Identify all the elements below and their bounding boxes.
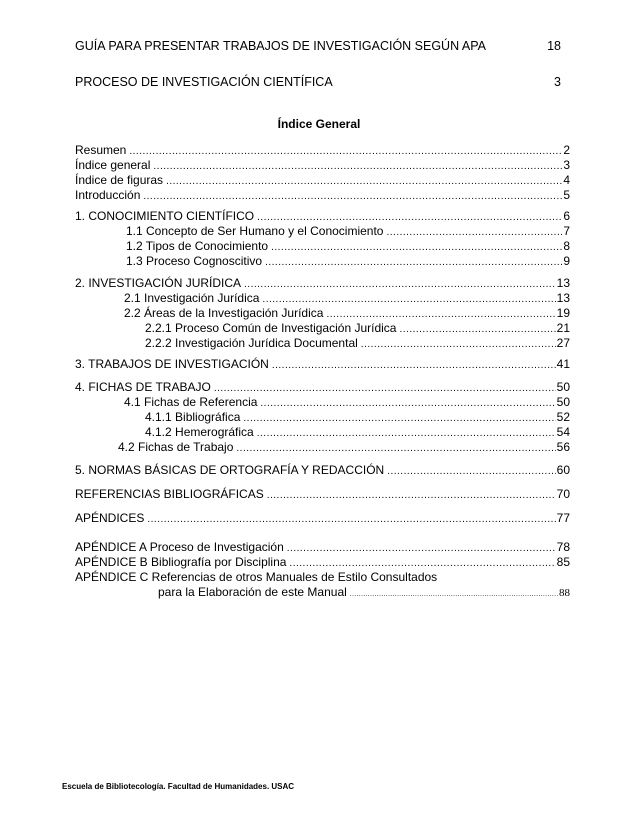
toc-entry-chapter-4[interactable]: 4. FICHAS DE TRABAJO ..... 50 bbox=[75, 379, 570, 395]
document-header bbox=[75, 74, 565, 90]
toc-entry-chapter-2[interactable]: 2. INVESTIGACIÓN JURÍDICA ..... 13 bbox=[75, 275, 570, 291]
running-title: GUÍA PARA PRESENTAR TRABAJOS DE INVESTIGACIÓN SEGÚN APA bbox=[75, 39, 486, 53]
toc-entry-apendices[interactable]: APÉNDICES ..... 77 bbox=[75, 510, 570, 526]
toc-entry-2-2-1[interactable]: 2.2.1 Proceso Común de Investigación Jurídica ..... 21 bbox=[145, 320, 570, 336]
toc-entry-chapter-1[interactable]: 1. CONOCIMIENTO CIENTÍFICO ..... 6 bbox=[75, 208, 570, 224]
toc-entry-indice-general[interactable]: Índice general ..... 3 bbox=[75, 157, 570, 173]
toc-entry-chapter-3[interactable]: 3. TRABAJOS DE INVESTIGACIÓN ..... 41 bbox=[75, 356, 570, 372]
toc-entry-2-2-2[interactable]: 2.2.2 Investigación Jurídica Documental ..... 27 bbox=[145, 335, 570, 351]
toc-entry-apendice-a[interactable]: APÉNDICE A Proceso de Investigación ..... 78 bbox=[75, 539, 570, 555]
toc-entry-4-2[interactable]: 4.2 Fichas de Trabajo ..... 56 bbox=[118, 439, 570, 455]
toc-entry-introduccion[interactable]: Introducción ..... 5 bbox=[75, 187, 570, 203]
toc-entry-indice-figuras[interactable]: Índice de figuras ..... 4 bbox=[75, 172, 570, 188]
page-footer: Escuela de Bibliotecología. Facultad de Humanidades. USAC bbox=[62, 782, 295, 791]
toc-title: Índice General bbox=[277, 117, 361, 131]
toc-entry-4-1[interactable]: 4.1 Fichas de Referencia ..... 50 bbox=[124, 394, 570, 410]
toc-entry-4-1-2[interactable]: 4.1.2 Hemerográfica ..... 54 bbox=[145, 424, 570, 440]
toc-entry-apendice-b[interactable]: APÉNDICE B Bibliografía por Disciplina ..... 85 bbox=[75, 554, 570, 570]
toc-entry-2-2[interactable]: 2.2 Áreas de la Investigación Jurídica ..... 19 bbox=[124, 305, 570, 321]
toc-entry-apendice-c-continued[interactable]: para la Elaboración de este Manual ..... 88 bbox=[158, 584, 570, 600]
running-page-number: 18 bbox=[547, 39, 561, 53]
toc-entry-resumen[interactable]: Resumen ..... 2 bbox=[75, 142, 570, 158]
toc-entry-2-1[interactable]: 2.1 Investigación Jurídica ..... 13 bbox=[124, 290, 570, 306]
toc-entry-apendice-c[interactable]: APÉNDICE C Referencias de otros Manuales de Estilo Consultados bbox=[75, 570, 438, 584]
toc-entry-referencias[interactable]: REFERENCIAS BIBLIOGRÁFICAS ..... 70 bbox=[75, 486, 570, 502]
toc-entry-4-1-1[interactable]: 4.1.1 Bibliográfica ..... 52 bbox=[145, 409, 570, 425]
toc-entry-chapter-5[interactable]: 5. NORMAS BÁSICAS DE ORTOGRAFÍA Y REDACCIÓN ..... 60 bbox=[75, 462, 570, 478]
toc-entry-1-2[interactable]: 1.2 Tipos de Conocimiento ..... 8 bbox=[126, 238, 570, 254]
document-title: PROCESO DE INVESTIGACIÓN CIENTÍFICA bbox=[75, 75, 333, 89]
document-page-number: 3 bbox=[554, 75, 561, 89]
toc-entry-1-1[interactable]: 1.1 Concepto de Ser Humano y el Conocimiento ..... 7 bbox=[126, 223, 570, 239]
running-header bbox=[75, 38, 565, 54]
toc-entry-1-3[interactable]: 1.3 Proceso Cognoscitivo ..... 9 bbox=[126, 253, 570, 269]
